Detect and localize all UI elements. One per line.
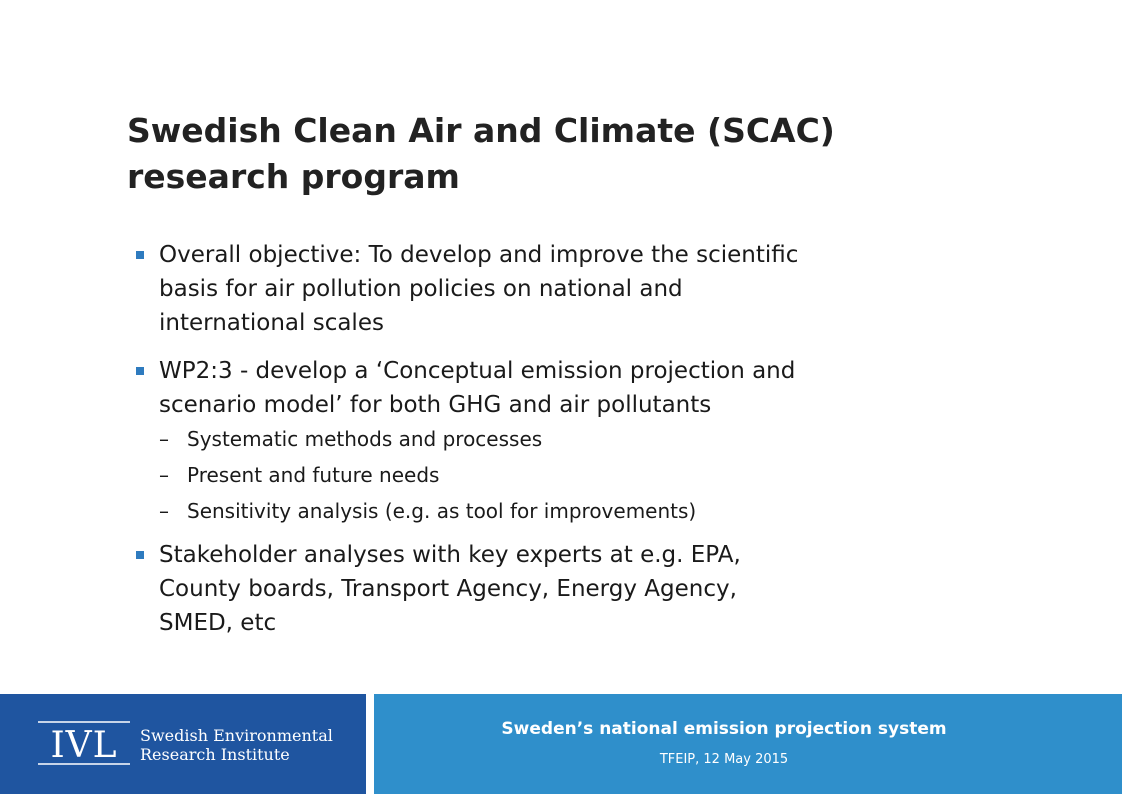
bullet-text-line: basis for air pollution policies on national and	[159, 276, 683, 302]
logo-text-line: Research Institute	[140, 745, 290, 764]
square-bullet-icon	[136, 551, 144, 559]
sub-bullet-text: Present and future needs	[187, 463, 440, 487]
slide-footer	[0, 694, 1122, 794]
bullet-item	[133, 538, 1033, 640]
footer-title: Sweden’s national emission projection system	[501, 719, 947, 739]
slide-title	[127, 108, 1027, 200]
sub-bullet-item	[133, 426, 1033, 452]
dash-marker: –	[159, 499, 169, 523]
footer-logo-panel	[0, 694, 366, 794]
square-bullet-icon	[136, 251, 144, 259]
bullet-text-line: WP2:3 - develop a ‘Conceptual emission projection and	[159, 358, 796, 384]
bullet-text-line: County boards, Transport Agency, Energy Agency,	[159, 576, 737, 602]
bullet-text-line: international scales	[159, 310, 384, 336]
bullet-text-line: Stakeholder analyses with key experts at e.g. EPA,	[159, 542, 741, 568]
footer-date: TFEIP, 12 May 2015	[659, 752, 789, 767]
bullet-text-line: scenario model’ for both GHG and air pollutants	[159, 392, 712, 418]
bullet-text-line: SMED, etc	[159, 610, 277, 636]
footer-info-panel	[374, 694, 1122, 794]
ivl-logo-letters: IVL	[50, 725, 118, 766]
square-bullet-icon	[136, 367, 144, 375]
ivl-logo-mark-icon	[38, 720, 130, 766]
bullet-item	[133, 354, 1033, 422]
slide-title-line-2: research program	[127, 157, 460, 196]
bullet-list	[133, 238, 1033, 654]
sub-bullet-list	[133, 426, 1033, 524]
sub-bullet-item	[133, 498, 1033, 524]
bullet-text-line: Overall objective: To develop and improve the scientific	[159, 242, 799, 268]
ivl-logo-wordmark	[140, 726, 333, 764]
logo-text-line: Swedish Environmental	[140, 726, 333, 745]
dash-marker: –	[159, 463, 169, 487]
footer-divider	[366, 694, 374, 794]
sub-bullet-text: Systematic methods and processes	[187, 427, 543, 451]
sub-bullet-item	[133, 462, 1033, 488]
sub-bullet-text: Sensitivity analysis (e.g. as tool for improvements)	[187, 499, 697, 523]
slide-title-line-1: Swedish Clean Air and Climate (SCAC)	[127, 111, 835, 150]
bullet-item	[133, 238, 1033, 340]
dash-marker: –	[159, 427, 169, 451]
